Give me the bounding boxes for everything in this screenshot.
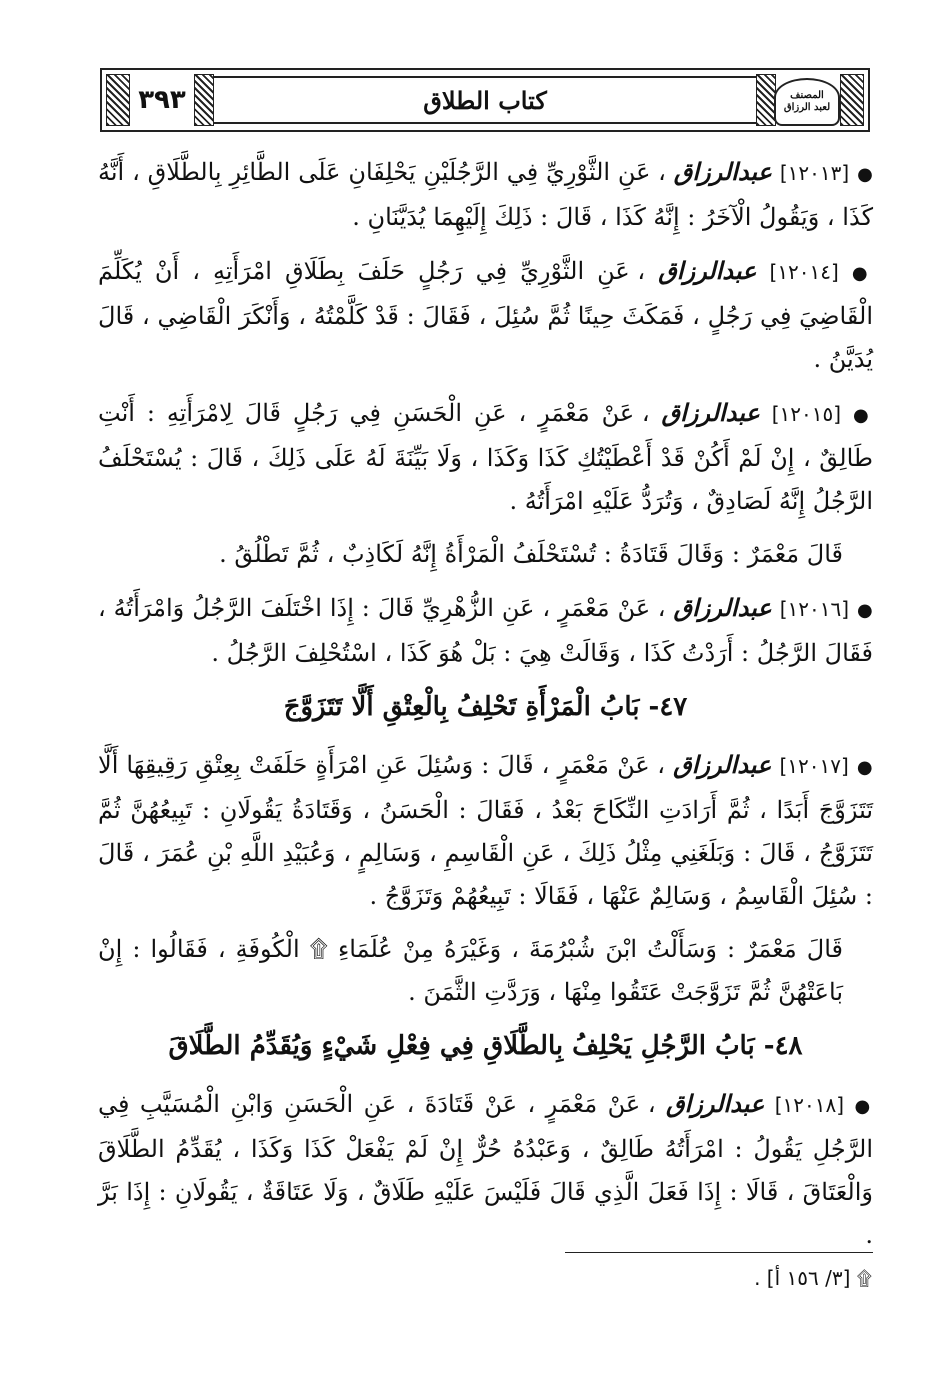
bullet-icon: ● bbox=[851, 263, 873, 284]
footnote-divider bbox=[565, 1252, 873, 1253]
hadith-number: [١٢٠١٧] bbox=[779, 754, 849, 778]
ornament-right bbox=[840, 74, 864, 126]
hadith-number: [١٢٠١٦] bbox=[779, 597, 850, 621]
hadith-text: ، عَنْ مَعْمَرٍ ، عَنِ الْحَسَنِ فِي رَجُلٍ قَالَ لِامْرَأَتِهِ : أَنْتِ طَالِقٌ ، إِنْ لَمْ أَكُنْ قَدْ أَعْطَيْتُكِ كَذَا وَكَذَا ، وَلَا بَيِّنَةَ لَهُ عَلَى ذَلِكَ ، قَالَ : يُسْتَحْلَفُ الرَّجُلُ إِنَّهُ لَصَادِقٌ ، وَتُرَدُّ عَلَيْهِ امْرَأَتُهُ . bbox=[98, 399, 874, 515]
hadith-text: ، عَنْ مَعْمَرٍ ، قَالَ : وَسُئِلَ عَنِ امْرَأَةٍ حَلَفَتْ بِعِتْقِ رَقِيقِهَا أَلَّا تَتَزَوَّجَ أَبَدًا ، ثُمَّ أَرَادَتِ النِّكَاحَ بَعْدُ ، فَقَالَ : الْحَسَنُ ، وَقَتَادَةُ يَقُولَانِ : تَبِيعُهُنَّ ثُمَّ تَتَزَوَّجُ ، قَالَ : وَبَلَغَنِي مِثْلُ ذَلِكَ ، عَنِ الْقَاسِمِ ، وَسَالِمٍ ، وَعُبَيْدِ اللَّهِ بْنِ عُمَرَ ، قَالَ : سُئِلَ الْقَاسِمُ ، وَسَالِمٌ عَنْهَا ، فَقَالَا : تَبِيعُهُمْ وَتَزَوَّجُ . bbox=[98, 751, 873, 910]
comment-text: قَالَ مَعْمَرٌ : وَسَأَلْتُ ابْنَ شُبْرُمَةَ ، وَغَيْرَهُ مِنْ عُلَمَاءِ ۩ الْكُوفَةِ ، فَقَالُوا : إِنْ بَاعَتْهُنَّ ثُمَّ تَزَوَّجَتْ عَتَقُوا مِنْهَا ، وَرَدَّتِ الثَّمَنَ . bbox=[98, 935, 843, 1006]
bullet-icon: ● bbox=[852, 405, 873, 426]
hadith-12016 bbox=[98, 586, 873, 675]
book-logo bbox=[774, 78, 840, 126]
bullet-icon: ● bbox=[856, 600, 874, 621]
bullet-icon: ● bbox=[854, 1096, 873, 1117]
hadith-12014 bbox=[98, 249, 873, 381]
footnote: ۩ [٣/ ١٥٦ أ] . bbox=[754, 1266, 872, 1290]
chapter-heading-48: ٤٨- بَابُ الرَّجُلِ يَحْلِفُ بِالطَّلَاقِ فِي فِعْلِ شَيْءٍ وَيُقَدِّمُ الطَّلَاقَ bbox=[168, 1031, 803, 1061]
hadith-number: [١٢٠١٥] bbox=[771, 402, 842, 426]
narrator-name: عبدالرزاق bbox=[673, 157, 772, 186]
logo-line-2: لعبد الرزاق bbox=[783, 102, 831, 113]
bullet-icon: ● bbox=[856, 757, 873, 778]
hadith-number: [١٢٠١٤] bbox=[769, 260, 839, 284]
hadith-text: ، عَنِ الثَّوْرِيِّ فِي الرَّجُلَيْنِ يَحْلِفَانِ عَلَى الطَّائِرِ بِالطَّلَاقِ ، أَنَّهُ كَذَا ، وَيَقُولُ الْآخَرُ : إِنَّهُ كَذَا ، قَالَ : ذَلِكَ إِلَيْهِمَا يُدَيَّنَانِ . bbox=[98, 158, 873, 231]
hadith-12018 bbox=[98, 1082, 873, 1257]
header-rule-top bbox=[214, 76, 756, 78]
bullet-icon: ● bbox=[857, 164, 873, 185]
logo-line-1: المصنف bbox=[790, 90, 824, 101]
narrator-name: عبدالرزاق bbox=[661, 398, 760, 427]
ornament-left bbox=[106, 74, 130, 126]
comment-text: قَالَ مَعْمَرٌ : وَقَالَ قَتَادَةُ : تُسْتَحْلَفُ الْمَرْأَةُ إِنَّهُ لَكَاذِبٌ ، ثُمَّ تَطْلُقُ . bbox=[219, 540, 843, 568]
ornament-right-inner bbox=[756, 74, 776, 126]
book-title: كتاب الطلاق bbox=[423, 85, 547, 115]
main-text bbox=[98, 150, 873, 1267]
narrator-name: عبدالرزاق bbox=[666, 1089, 765, 1118]
hadith-number: [١٢٠١٨] bbox=[774, 1093, 845, 1117]
narrator-name: عبدالرزاق bbox=[658, 256, 757, 285]
hadith-number: [١٢٠١٣] bbox=[779, 161, 850, 185]
hadith-text: ، عَنْ مَعْمَرٍ ، عَنِ الزُّهْرِيِّ قَالَ : إِذَا اخْتَلَفَ الرَّجُلُ وَامْرَأَتُهُ ، فَقَالَ الرَّجُلُ : أَرَدْتُ كَذَا ، وَقَالَتْ هِيَ : بَلْ هُوَ كَذَا ، اسْتُحْلِفَ الرَّجُلُ . bbox=[98, 594, 873, 667]
hadith-12015 bbox=[98, 391, 873, 523]
hadith-text: ، عَنِ الثَّوْرِيِّ فِي رَجُلٍ حَلَفَ بِطَلَاقِ امْرَأَتِهِ ، أَنْ يُكَلِّمَ الْقَاضِيَ فِي رَجُلٍ ، فَمَكَثَ حِينًا ثُمَّ سُئِلَ ، فَقَالَ : قَدْ كَلَّمْتُهُ ، وَأَنْكَرَ الْقَاضِي ، قَالَ يُدَيَّنُ . bbox=[98, 257, 873, 373]
comment-mamar-ibn-shubruma bbox=[98, 928, 873, 1014]
chapter-heading-47: ٤٧- بَابُ الْمَرْأَةِ تَحْلِفُ بِالْعِتْقِ أَلَّا تَتَزَوَّجَ bbox=[283, 692, 688, 722]
header-rule-bottom bbox=[214, 122, 756, 124]
hadith-12013 bbox=[98, 150, 873, 239]
narrator-name: عبدالرزاق bbox=[673, 750, 772, 779]
hadith-12017 bbox=[98, 743, 873, 918]
page-header bbox=[100, 68, 870, 132]
ornament-left-inner bbox=[194, 74, 214, 126]
hadith-text: ، عَنْ مَعْمَرٍ ، عَنْ قَتَادَةَ ، عَنِ الْحَسَنِ وَابْنِ الْمُسَيَّبِ فِي الرَّجُلِ يَقُولُ : امْرَأَتُهُ طَالِقٌ ، وَعَبْدُهُ حُرٌّ إِنْ لَمْ يَفْعَلْ كَذَا وَكَذَا ، يُقَدِّمُ الطَّلَاقَ وَالْعَتَاقَ ، قَالَا : إِذَا فَعَلَ الَّذِي قَالَ فَلَيْسَ عَلَيْهِ طَلَاقٌ ، وَلَا عَتَاقَةٌ ، يَقُولَانِ : إِذَا بَرَّ . bbox=[98, 1090, 873, 1249]
page-number: ٣٩٣ bbox=[138, 85, 186, 115]
comment-mamar-qatada bbox=[98, 533, 873, 576]
narrator-name: عبدالرزاق bbox=[673, 593, 772, 622]
